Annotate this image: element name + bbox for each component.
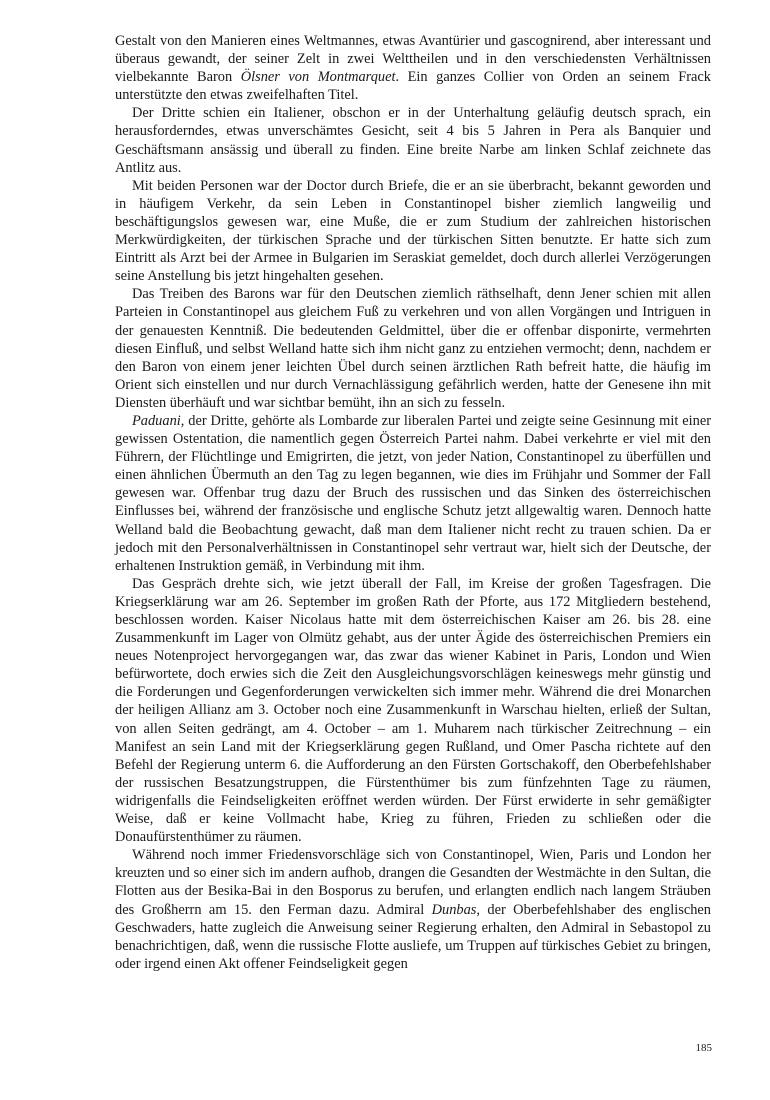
text-segment: Der Dritte schien ein Italiener, obschon er in der Unterhaltung geläufig deutsch sprach, ein herausforderndes, etwas unverschämtes Gesicht, seit 4 bis 5 Jahren in Pera als Banquier und Geschäftsmann ansässig und überall zu finden. Eine breite Narbe am linken Schlaf zeichnete das Antlitz aus. xyxy=(115,105,711,176)
text-segment: Gestalt von den Manieren eines Weltmannes, etwas Avantürier und gascognirend, aber interessant und überaus gewandt, der seiner Zelt in zwei Welttheilen und in den verschiedensten Verhältnissen vielbekannte Baron xyxy=(115,33,711,86)
paragraph xyxy=(115,412,711,575)
text-segment: . Ein ganzes Collier von Orden an seinem Frack unterstützte den etwas zweifelhaften Titel. xyxy=(115,69,711,104)
text-segment: , der Dritte, gehörte als Lombarde zur liberalen Partei und zeigte seine Gesinnung mit einer gewissen Ostentation, die namentlich gegen Österreich Partei nahm. Dabei verkehrte er viel mit den Führern, der Flüchtlinge und Emigrirten, die jetzt, von jeder Nation, Constantinopel zu überfüllen und einen ähnlichen Übermuth an den Tag zu legen begannen, wie dies im Frühjahr und Sommer der Fall gewesen war. Offenbar trug dazu der Bruch des russischen und das Sinken des österreichischen Einflusses bei, während der französische und englische Schutz jetzt allgewaltig waren. Dennoch hatte Welland bald die Beobachtung gewacht, daß man dem Italiener nicht recht zu trauen schien. Da er jedoch mit den Personalverhältnissen in Constantinopel sehr vertraut war, hielt sich der Deutsche, der erhaltenen Instruktion gemäß, in Verbindung mit ihm. xyxy=(115,412,711,574)
text-segment: Während noch immer Friedensvorschläge sich von Constantinopel, Wien, Paris und London her kreuzten und so einer sich im andern aufhob, drangen die Gesandten der Westmächte in den Sultan, die Flotten aus der Besika-Bai in den Bosporus zu berufen, und erlangten endlich nach langem Sträuben des Großherrn am 15. den Ferman dazu. Admiral xyxy=(115,847,711,918)
text-segment-italic: Paduani xyxy=(132,412,181,429)
paragraph xyxy=(115,575,711,846)
text-segment-italic: Dunbas xyxy=(431,901,477,918)
text-segment: Das Treiben des Barons war für den Deutschen ziemlich räthselhaft, denn Jener schien mit allen Parteien in Constantinopel aus gleichem Fuß zu verkehren und von allen Vorgängen und Intriguen in der genauesten Kenntniß. Die bedeutenden Geldmittel, über die er offenbar disponirte, vermehrten diesen Einfluß, und selbst Welland hatte sich ihm nicht ganz zu entziehen vermocht; denn, nachdem er den Baron von einem jener leichten Übel durch seinen ärztlichen Rath befreit hatte, die häufig im Orient sich einstellen und nur durch Vernachlässigung gefährlich werden, hatte der Genesene ihn mit Diensten überhäuft und war sichtbar bemüht, ihn an sich zu fesseln. xyxy=(115,286,711,411)
paragraph xyxy=(115,177,711,286)
text-segment-italic: Ölsner von Montmarquet xyxy=(240,69,396,86)
text-segment: , der Oberbefehlshaber des englischen Geschwaders, hatte zugleich die Anweisung seiner Regierung erhalten, den Admiral in Sebastopol zu benachrichtigen, daß, wenn die russische Flotte ausliefe, um Truppen auf türkisches Gebiet zu bringen, oder irgend einen Akt offener Feindseligkeit gegen xyxy=(115,901,711,972)
paragraph xyxy=(115,32,711,104)
paragraph xyxy=(115,104,711,176)
text-segment: Mit beiden Personen war der Doctor durch Briefe, die er an sie überbracht, bekannt geworden und in häufigem Verkehr, da sein Leben in Constantinopel bisher ziemlich langweilig und beschäftigungslos gewesen war, eine Muße, die er zum Studium der zahlreichen historischen Merkwürdigkeiten, der türkischen Sprache und der türkischen Sitten benutzte. Er hatte sich zum Eintritt als Arzt bei der Armee in Bulgarien im Seraskiat gemeldet, doch durch allerlei Verzögerungen seine Anstellung bis jetzt hingehalten gesehen. xyxy=(115,177,711,285)
paragraph xyxy=(115,285,711,412)
page-number: 185 xyxy=(695,1042,712,1054)
text-segment: Das Gespräch drehte sich, wie jetzt überall der Fall, im Kreise der großen Tagesfragen. Die Kriegserklärung war am 26. September im großen Rath der Pforte, aus 172 Mitgliedern bestehend, beschlossen worden. Kaiser Nicolaus hatte mit dem österreichischen Kaiser am 26. bis 28. eine Zusammenkunft im Lager von Olmütz gehabt, aus der unter Ägide des österreichischen Premiers ein neues Notenproject hervorgegangen war, das zwar das wiener Kabinet in Paris, London und Wien befürwortete, doch erwies sich die Zeit den Ausgleichungsvorschlägen keineswegs mehr günstig und die Forderungen und Gegenforderungen verwickelten sich immer mehr. Während die drei Monarchen der heiligen Allianz am 3. October noch eine Zusammenkunft in Warschau hielten, erließ der Sultan, von allen Seiten gedrängt, am 4. October – am 1. Muharem nach türkischer Zeitrechnung – ein Manifest an sein Land mit der Kriegserklärung gegen Rußland, und Omer Pascha richtete auf den Befehl der Regierung unterm 6. die Aufforderung an den Fürsten Gortschakoff, den Oberbefehlshaber der russischen Besatzungstruppen, die Fürstenthümer bis zum fünfzehnten Tage zu räumen, widrigenfalls die Feindseligkeiten eröffnet werden würden. Der Fürst erwiderte in sehr gemäßigter Weise, daß er keine Vollmacht habe, Krieg zu führen, Frieden zu schließen oder die Donaufürstenthümer zu räumen. xyxy=(115,575,711,846)
paragraph xyxy=(115,846,711,973)
page-body xyxy=(115,32,711,973)
